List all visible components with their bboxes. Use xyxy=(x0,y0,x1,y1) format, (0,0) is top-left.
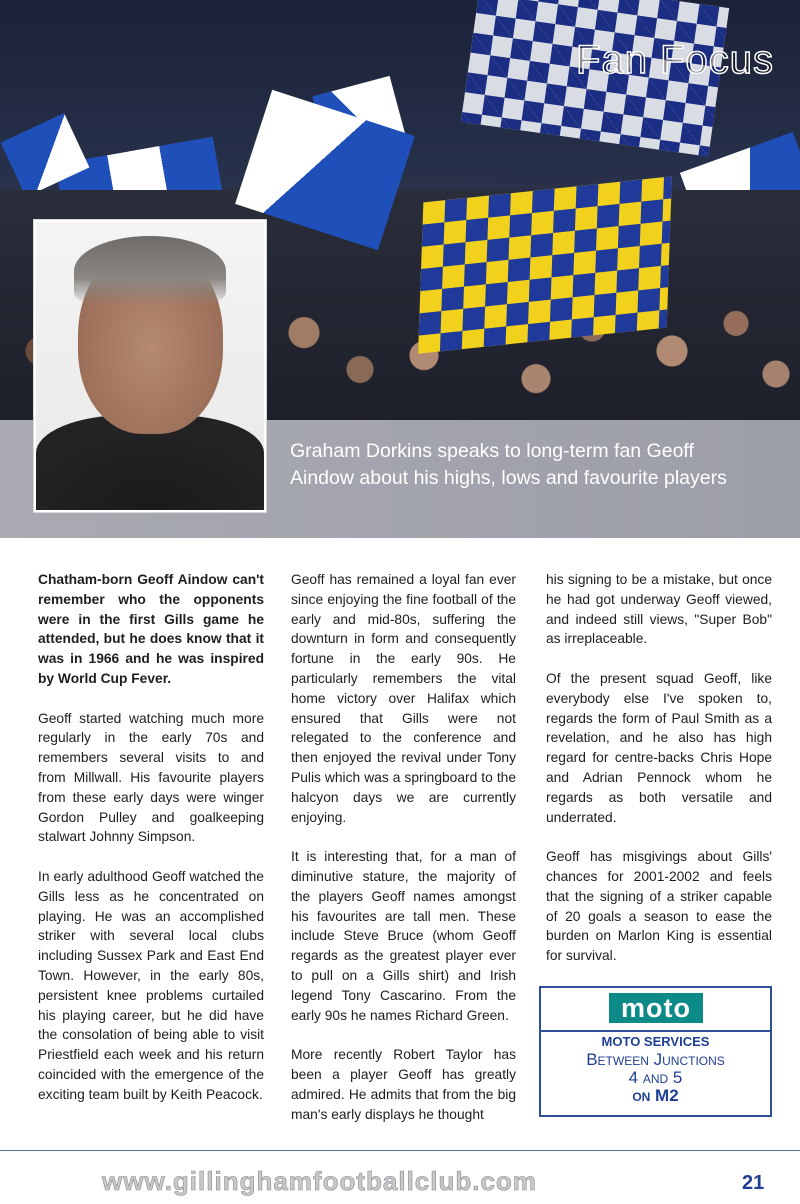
advert-line: on M2 xyxy=(632,1086,679,1105)
article-column-1 xyxy=(38,570,264,1124)
footer-url: www.gillinghamfootballclub.com xyxy=(102,1166,537,1196)
moto-logo: moto xyxy=(609,993,703,1023)
article-paragraph: In early adulthood Geoff watched the Gills less as he concentrated on playing. He was an accomplished striker with several local clubs including Sussex Park and East End Town. However, in the early 80s, persistent knee problems curtailed his playing career, but he did have the consolation of being able to visit Priestfield each week and his return coincided with the emergence of the exciting team built by Keith Peacock. xyxy=(38,868,264,1102)
footer-divider xyxy=(0,1150,800,1151)
article-column-2 xyxy=(291,570,516,1144)
article-lead-paragraph: Chatham-born Geoff Aindow can't remember who the opponents were in the first Gills game he attended, but he does know that it was in 1966 and he was inspired by World Cup Fever. xyxy=(38,572,264,686)
article-paragraph: More recently Robert Taylor has been a player Geoff has greatly admired. He admits that from the big man's early displays he thought xyxy=(291,1047,516,1122)
article-paragraph: Geoff started watching much more regularly in the early 70s and remembers several visits to and from Millwall. His favourite players from these early days were winger Gordon Pulley and goalkeeping stalwart Johnny Simpson. xyxy=(38,710,264,845)
standfirst: Graham Dorkins speaks to long-term fan Geoff Aindow about his highs, lows and favourite players xyxy=(290,440,727,489)
article-paragraph: Geoff has remained a loyal fan ever since enjoying the fine football of the early and mid-80s, suffering the downturn in form and consequently fortune in the early 90s. He particularly remembers the vital home victory over Halifax which ensured that Gills were not relegated to the conference and then enjoyed the revival under Tony Pulis which was a springboard to the halcyon days we are currently enjoying. xyxy=(291,572,516,825)
article-paragraph: Of the present squad Geoff, like everybody else I've spoken to, regards the form of Paul Smith as a revelation, and he also has high regard for centre-backs Chris Hope and Adrian Pennock whom he regards as both versatile and underrated. xyxy=(546,670,772,825)
article-paragraph: his signing to be a mistake, but once he had got underway Geoff viewed, and indeed still views, "Super Bob" as irreplaceable. xyxy=(546,572,772,647)
divider xyxy=(541,1030,770,1032)
article-paragraph: It is interesting that, for a man of diminutive stature, the majority of the players Geoff names amongst his favourites are tall men. These include Steve Bruce (whom Geoff regards as the greatest player ever to pull on a Gills shirt) and Irish legend Tony Cascarino. From the early 90s he names Richard Green. xyxy=(291,849,516,1023)
moto-advert xyxy=(539,986,772,1117)
article-paragraph: Geoff has misgivings about Gills' chances for 2001-2002 and feels that the signing of a striker capable of 20 goals a season to ease the burden on Marlon King is essential for survival. xyxy=(546,849,772,964)
advert-line: MOTO SERVICES xyxy=(601,1034,710,1049)
checkered-flag-yellow xyxy=(418,176,672,354)
advert-line: Between Junctions xyxy=(586,1050,725,1069)
article-column-3 xyxy=(546,570,772,986)
section-title: Fan Focus xyxy=(576,38,774,82)
portrait-photo xyxy=(34,220,266,512)
advert-line: 4 and 5 xyxy=(628,1068,683,1087)
page-number: 21 xyxy=(742,1172,765,1194)
